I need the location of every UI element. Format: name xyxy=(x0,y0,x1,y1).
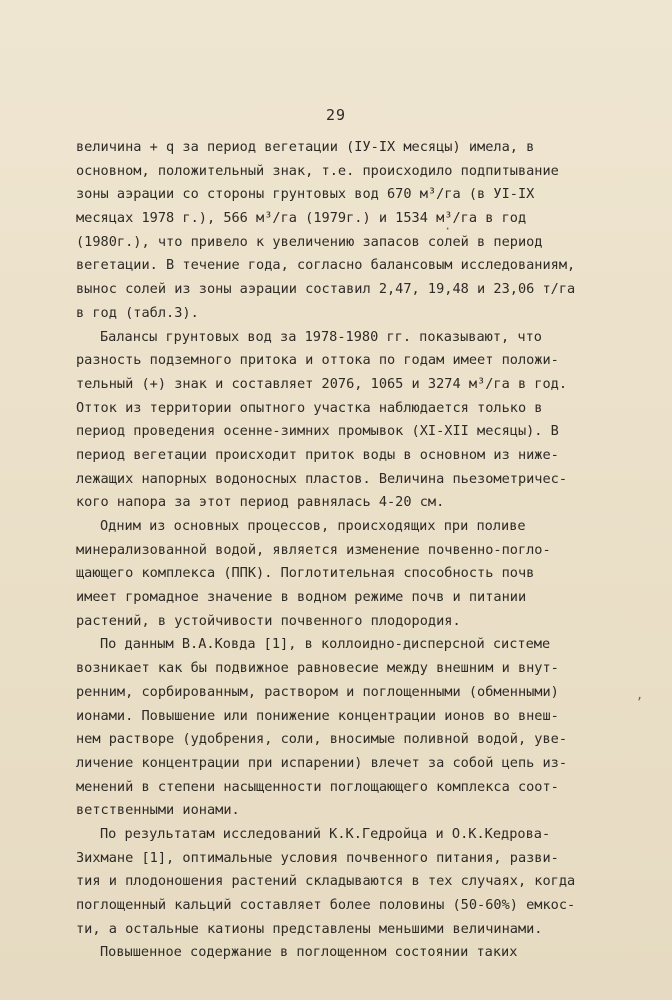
text-line: основном, положительный знак, т.е. происходило подпитывание xyxy=(76,162,559,179)
text-line: разность подземного притока и оттока по годам имеет положи- xyxy=(76,352,559,369)
margin-mark: , xyxy=(636,688,644,702)
text-line: зоны аэрации со стороны грунтовых вод 670 м³/га (в УI-IX xyxy=(76,186,535,203)
text-line: кого напора за этот период равнялась 4-20 см. xyxy=(76,494,445,511)
body-text xyxy=(76,136,596,965)
text-line: минерализованной водой, является изменение почвенно-погло- xyxy=(76,541,551,558)
text-line: (1980г.), что привело к увеличению запасов солей в период xyxy=(76,233,543,250)
text-line: в год (табл.3). xyxy=(76,304,199,321)
text-line: тия и плодоношения растений складываются в тех случаях, когда xyxy=(76,873,576,890)
paragraph-start-line: По результатам исследований К.К.Гедройца и О.К.Кедрова- xyxy=(100,825,551,842)
text-line: возникает как бы подвижное равновесие между внешним и внут- xyxy=(76,660,559,677)
text-line: лежащих напорных водоносных пластов. Величина пьезометричес- xyxy=(76,470,568,487)
paragraph-start-line: Повышенное содержание в поглощенном состоянии таких xyxy=(100,944,518,961)
text-line: поглощенный кальций составляет более половины (50-60%) емкос- xyxy=(76,897,576,913)
text-line: имеет громадное значение в водном режиме почв и питании xyxy=(76,589,527,606)
text-line: ренним, сорбированным, раствором и поглощенными (обменными) xyxy=(76,683,559,700)
text-line: вынос солей из зоны аэрации составил 2,47, 19,48 и 23,06 т/га xyxy=(76,281,576,298)
text-line: растений, в устойчивости почвенного плодородия. xyxy=(76,612,461,629)
text-line: щающего комплекса (ППК). Поглотительная способность почв xyxy=(76,565,535,582)
paragraph-start-line: По данным В.А.Ковда [1], в коллоидно-дисперсной системе xyxy=(100,636,551,653)
text-line: Отток из территории опытного участка наблюдается только в xyxy=(76,399,543,416)
text-line: менений в степени насыщенности поглощающего комплекса соот- xyxy=(76,778,559,795)
text-line: величина + q за период вегетации (IУ-IX месяцы) имела, в xyxy=(76,139,535,155)
text-line: личение концентрации при испарении) влечет за собой цепь из- xyxy=(76,754,568,771)
ink-speck: · xyxy=(444,222,452,236)
paragraph-start-line: Балансы грунтовых вод за 1978-1980 гг. показывают, что xyxy=(100,328,542,345)
text-line: нем растворе (удобрения, соли, вносимые поливной водой, уве- xyxy=(76,731,568,748)
text-line: вегетации. В течение года, согласно балансовым исследованиям, xyxy=(76,257,576,274)
text-line: ти, а остальные катионы представлены меньшими величинами. xyxy=(76,920,543,937)
text-line: период проведения осенне-зимних промывок (XI-XII месяцы). В xyxy=(76,423,559,440)
text-line: ветственными ионами. xyxy=(76,802,240,819)
paragraph-start-line: Одним из основных процессов, происходящих при поливе xyxy=(100,518,526,534)
text-line: тельный (+) знак и составляет 2076, 1065 и 3274 м³/га в год. xyxy=(76,375,568,392)
page-number: 29 xyxy=(325,106,347,124)
text-line: месяцах 1978 г.), 566 м³/га (1979г.) и 1534 м³/га в год xyxy=(76,210,527,227)
text-line: ионами. Повышение или понижение концентрации ионов во внеш- xyxy=(76,707,559,724)
text-line: Зихмане [1], оптимальные условия почвенного питания, разви- xyxy=(76,849,559,866)
text-line: период вегетации происходит приток воды в основном из ниже- xyxy=(76,446,559,463)
